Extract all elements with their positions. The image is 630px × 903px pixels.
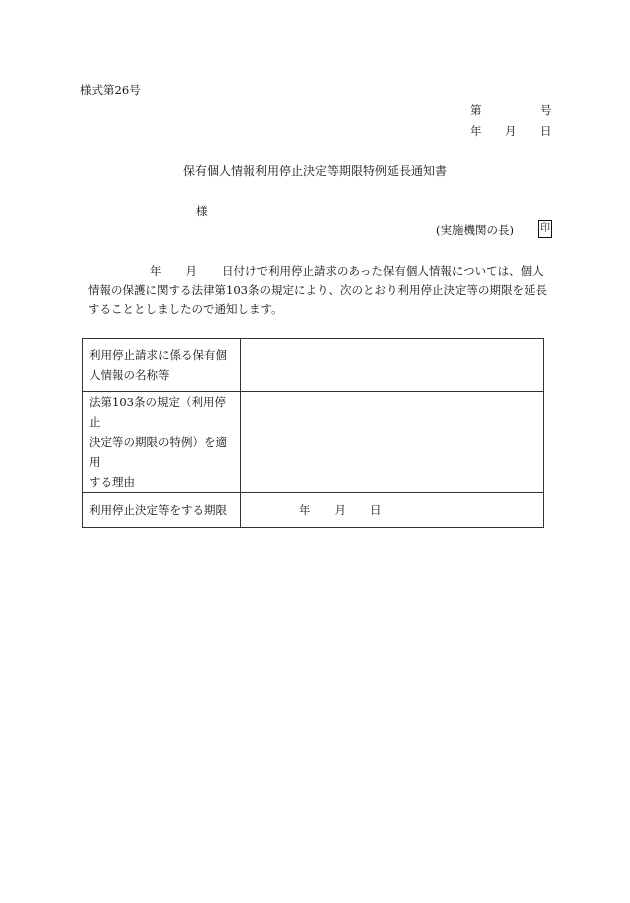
date-day: 日 <box>540 124 552 138</box>
table-row <box>83 493 544 528</box>
body-line-2: 情報の保護に関する法律第103条の規定により、次のとおり利用停止決定等の期限を延長 <box>88 283 547 297</box>
info-table <box>82 338 544 528</box>
body-line-3: することとしましたので通知します。 <box>88 302 283 316</box>
row-value-deadline[interactable] <box>241 493 544 528</box>
row-value-reason[interactable] <box>241 392 544 493</box>
row-label-deadline: 利用停止決定等をする期限 <box>83 493 241 528</box>
doc-number-prefix: 第 <box>470 103 482 117</box>
form-number: 様式第26号 <box>80 83 141 97</box>
notice-body <box>88 262 558 319</box>
body-month: 月 <box>185 264 197 278</box>
table-row <box>83 392 544 493</box>
deadline-month: 月 <box>334 503 346 517</box>
deadline-year: 年 <box>299 503 311 517</box>
body-line-1 <box>88 262 558 281</box>
table-row <box>83 339 544 392</box>
document-title: 保有個人情報利用停止決定等期限特例延長通知書 <box>182 164 447 178</box>
row-label-info-name: 利用停止請求に係る保有個 人情報の名称等 <box>83 339 241 392</box>
date-month: 月 <box>505 124 517 138</box>
seal-mark: 印 <box>538 220 552 238</box>
row-value-info-name[interactable] <box>241 339 544 392</box>
sender-name: (実施機関の長) <box>436 223 514 237</box>
row-label-reason: 法第103条の規定（利用停止 決定等の期限の特例）を適用 する理由 <box>83 392 241 493</box>
addressee-honorific: 様 <box>196 204 208 218</box>
doc-number-suffix: 号 <box>540 103 552 117</box>
body-line-1-rest: 日付けで利用停止請求のあった保有個人情報については、個人 <box>222 264 544 278</box>
deadline-day: 日 <box>370 503 382 517</box>
date-year: 年 <box>470 124 482 138</box>
body-year: 年 <box>150 264 162 278</box>
